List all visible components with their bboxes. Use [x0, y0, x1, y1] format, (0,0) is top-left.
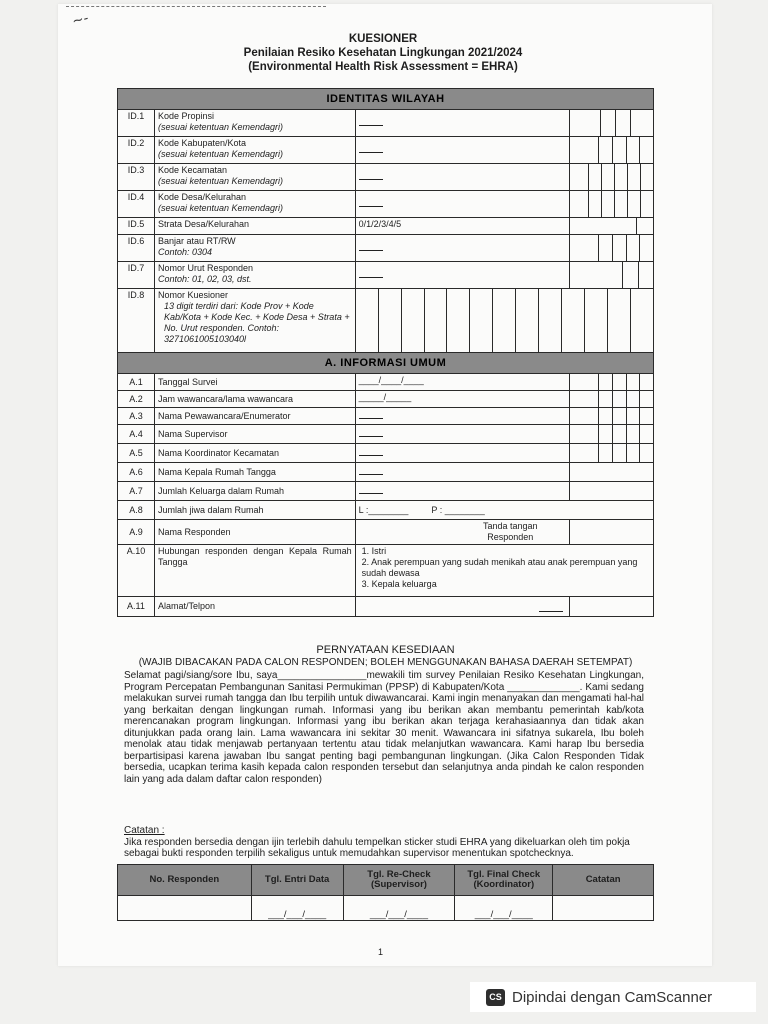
section-identitas-heading: IDENTITAS WILAYAH [118, 89, 654, 110]
code-boxes[interactable] [570, 408, 654, 425]
row-label: Banjar atau RT/RW [157, 236, 236, 246]
code-boxes[interactable] [570, 137, 654, 164]
header-title: KUESIONER [348, 33, 418, 45]
row-note: Contoh: 01, 02, 03, dst. [157, 274, 252, 284]
answer-blank[interactable] [359, 272, 383, 278]
camscanner-logo-icon: CS [486, 989, 505, 1006]
consent-title: PERNYATAAN KESEDIAAN [316, 644, 455, 656]
male-count-blank[interactable]: L :________ [358, 504, 409, 515]
row-label: Nomor Urut Responden [157, 263, 253, 273]
questionnaire-header [118, 32, 648, 74]
row-code: ID.4 [118, 191, 155, 218]
code-boxes[interactable] [570, 262, 654, 289]
notes-text: Jika responden bersedia dengan ijin terlebih dahulu tempelkan sticker studi EHRA yang dikeluarkan oleh tim pokja sebagai bukti responden terpilih sekaligus untuk memudahkan supervisor menentukan spotchecknya. [124, 836, 630, 859]
row-label: Jumlah Keluarga dalam Rumah [154, 482, 355, 501]
row-note: (sesuai ketentuan Kemendagri) [157, 203, 284, 213]
row-note: 13 digit terdiri dari: Kode Prov + Kode Kab/Kota + Kode Kec. + Kode Desa + Strata + No. Urut responden. Contoh: 3271061005103040l [163, 301, 350, 344]
time-blank[interactable]: _____/_____ [355, 391, 570, 408]
row-label: Nama Kepala Rumah Tangga [154, 463, 355, 482]
answer-blank[interactable] [359, 245, 383, 251]
row-code: A.1 [118, 374, 155, 391]
row-label: Nama Supervisor [154, 425, 355, 444]
row-note: (sesuai ketentuan Kemendagri) [157, 176, 284, 186]
header-tgl-final: Tgl. Final Check (Koordinator) [455, 865, 553, 896]
empty-cell [570, 463, 654, 482]
option-3[interactable]: 3. Kepala keluarga [361, 579, 437, 589]
consent-paragraph: Selamat pagi/siang/sore Ibu, saya________________mewakili tim survey Penilaian Resiko Kesehatan Lingkungan, Program Percepatan Pembangunan Sanitasi Permukiman (PPSP) di Kabupaten/Kota _____________. Kami sedang melakukan survei rumah tangga dan Ibu terpilih untuk diwawancarai. Kami ingin menanyakan dan mengamati hal-hal yang berkaitan dengan lingkungan rumah. Informasi yang ibu berikan akan membantu pemerintah kab/kota merencanakan program lingkungan. Informasi yang ibu berikan akan terjaga kerahasiaannya dan tidak akan ditunjukkan pada orang lain. Lama wawancara ini sekitar 30 menit. Wawancara ini sifatnya sukarela, Ibu boleh menolak atau tidak menjawab pertanyaan tertentu atau tidak melanjutkan wawancara. Kami harap Ibu bersedia berpartisipasi karena jawaban Ibu sangat penting bagi pembangunan lingkungan. (Jika Calon Responden Tidak bersedia, ucapkan terima kasih kepada calon responden tersebut dan selanjutnya anda pindah ke calon responden lain yang ada dalam daftar calon responden) [124, 670, 644, 785]
answer-blank[interactable] [359, 450, 383, 456]
code-boxes[interactable] [570, 391, 654, 408]
answer-blank[interactable] [359, 201, 383, 207]
questionnaire-number-boxes[interactable] [355, 289, 653, 353]
header-tgl-entri: Tgl. Entri Data [251, 865, 343, 896]
header-tgl-recheck: Tgl. Re-Check (Supervisor) [343, 865, 455, 896]
check-table [117, 864, 654, 921]
page-number: 1 [378, 947, 384, 957]
header-subtitle: Penilaian Resiko Kesehatan Lingkungan 2021/2024 [243, 47, 523, 59]
row-code: A.9 [118, 520, 155, 545]
signature-cell[interactable] [570, 520, 654, 545]
row-code: A.10 [118, 545, 155, 597]
row-label: Jumlah jiwa dalam Rumah [154, 501, 355, 520]
row-code: ID.6 [118, 235, 155, 262]
row-label: Nama Pewawancara/Enumerator [154, 408, 355, 425]
row-note: (sesuai ketentuan Kemendagri) [157, 149, 284, 159]
row-code: A.8 [118, 501, 155, 520]
consent-subtitle: (WAJIB DIBACAKAN PADA CALON RESPONDEN; BOLEH MENGGUNAKAN BAHASA DAERAH SETEMPAT) [138, 657, 633, 668]
row-code: ID.2 [118, 137, 155, 164]
row-label: Tanggal Survei [154, 374, 355, 391]
row-label: Jam wawancara/lama wawancara [154, 391, 355, 408]
final-date-blank[interactable]: ___/___/____ [455, 896, 553, 921]
option-2[interactable]: 2. Anak perempuan yang sudah menikah atau anak perempuan yang sudah dewasa [361, 557, 638, 578]
code-boxes[interactable] [570, 374, 654, 391]
code-boxes[interactable] [570, 235, 654, 262]
row-label: Nama Koordinator Kecamatan [154, 444, 355, 463]
row-label: Kode Desa/Kelurahan [157, 192, 247, 202]
row-code: A.7 [118, 482, 155, 501]
notes-label: Catatan : [124, 825, 165, 836]
code-boxes[interactable] [570, 110, 654, 137]
row-code: A.2 [118, 391, 155, 408]
row-code: A.5 [118, 444, 155, 463]
row-code: ID.8 [118, 289, 155, 353]
respondent-number-cell[interactable] [118, 896, 252, 921]
empty-cell [570, 597, 654, 617]
camscanner-text: Dipindai dengan CamScanner [512, 988, 713, 1006]
notes-cell[interactable] [553, 896, 654, 921]
row-label: Hubungan responden dengan Kepala Rumah Tangga [157, 546, 352, 567]
code-boxes[interactable] [570, 444, 654, 463]
date-blank[interactable]: ____/____/____ [355, 374, 570, 391]
answer-blank[interactable] [359, 488, 383, 494]
row-label: Kode Kabupaten/Kota [157, 138, 247, 148]
answer-blank[interactable] [539, 606, 563, 612]
identity-table [117, 88, 654, 617]
code-boxes[interactable] [570, 191, 654, 218]
answer-blank[interactable] [359, 469, 383, 475]
row-label: Kode Kecamatan [157, 165, 227, 175]
row-label: Kode Propinsi [157, 111, 214, 121]
answer-blank[interactable] [359, 431, 383, 437]
row-label: Nomor Kuesioner [157, 290, 228, 300]
code-boxes[interactable] [570, 164, 654, 191]
female-count-blank[interactable]: P : ________ [431, 504, 485, 515]
row-code: ID.7 [118, 262, 155, 289]
notes-block [124, 825, 654, 860]
option-1[interactable]: 1. Istri [361, 546, 387, 556]
row-code: A.6 [118, 463, 155, 482]
row-note: Contoh: 0304 [157, 247, 212, 257]
header-catatan: Catatan [553, 865, 654, 896]
row-code: ID.5 [118, 218, 155, 235]
row-label: Alamat/Telpon [154, 597, 355, 617]
pen-mark: ~- [70, 10, 91, 30]
empty-cell [570, 482, 654, 501]
answer-blank[interactable] [359, 174, 383, 180]
header-no-responden: No. Responden [118, 865, 252, 896]
entry-date-blank[interactable]: ___/___/____ [251, 896, 343, 921]
row-code: A.4 [118, 425, 155, 444]
code-boxes[interactable] [570, 218, 654, 235]
row-code: ID.3 [118, 164, 155, 191]
row-code: A.3 [118, 408, 155, 425]
row-code: A.11 [118, 597, 155, 617]
answer-blank[interactable] [359, 147, 383, 153]
row-note: (sesuai ketentuan Kemendagri) [157, 122, 284, 132]
row-label: Nama Responden [154, 520, 355, 545]
row-code: ID.1 [118, 110, 155, 137]
scan-edge-line [66, 6, 326, 7]
answer-blank[interactable] [359, 120, 383, 126]
code-boxes[interactable] [570, 425, 654, 444]
section-umum-heading: A. INFORMASI UMUM [118, 353, 654, 374]
answer-blank[interactable] [359, 413, 383, 419]
strata-options[interactable]: 0/1/2/3/4/5 [355, 218, 570, 235]
row-label: Strata Desa/Kelurahan [157, 219, 250, 229]
recheck-date-blank[interactable]: ___/___/____ [343, 896, 455, 921]
signature-label: Tanda tangan Responden [482, 521, 538, 542]
camscanner-watermark [470, 982, 756, 1012]
header-subtitle-en: (Environmental Health Risk Assessment = EHRA) [248, 61, 518, 73]
